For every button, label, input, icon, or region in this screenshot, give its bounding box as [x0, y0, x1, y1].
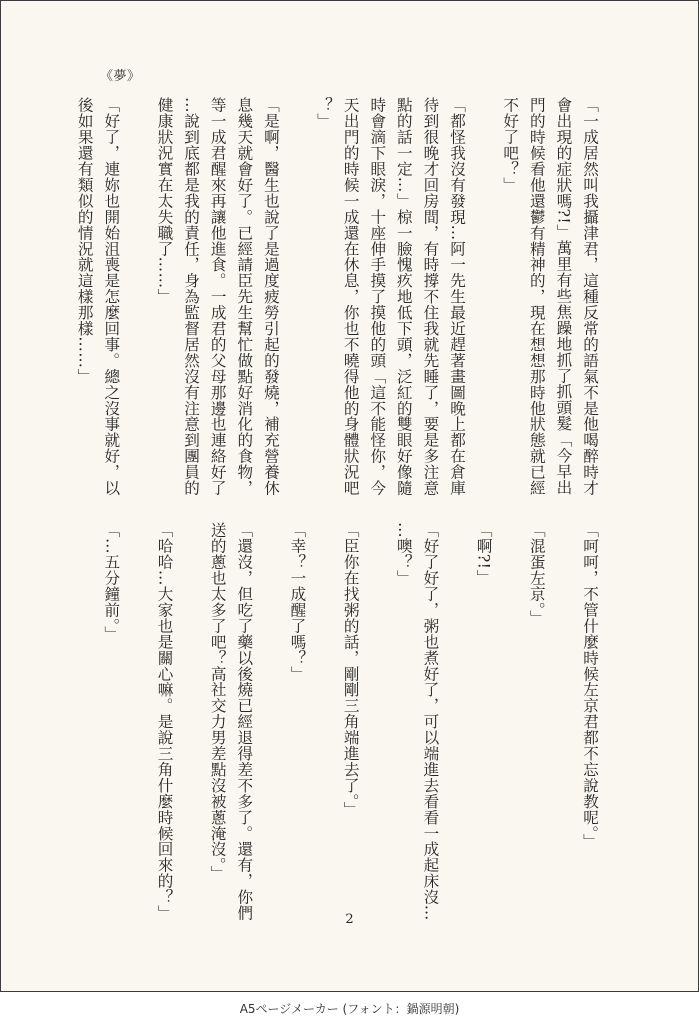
- blank-column: [470, 97, 497, 469]
- running-head: 《夢》: [100, 69, 141, 84]
- text-column: 會出現的症狀嗎?!」萬里有些焦躁地抓了抓頭髮「今早出: [554, 97, 573, 496]
- page-number: 2: [345, 912, 354, 927]
- text-column: …噢？」: [394, 522, 413, 586]
- blank-column: [178, 522, 205, 894]
- text-column: 後如果還有類似的情況就這樣那樣……」: [75, 97, 94, 385]
- text-column: 「還沒，但吃了藥以後燒已經退得差不多了。還有，你們: [235, 522, 254, 921]
- text-column: 「啊?!」: [474, 522, 493, 586]
- text-tier-upper: [75, 97, 603, 496]
- blank-column: [310, 522, 337, 894]
- text-column: 等一成君醒來再讓他進食。一成君的父母那邊也連絡好了: [208, 97, 227, 496]
- text-column: 點的話一定…」椋一臉愧疚地低下頭，泛紅的雙眼好像隨: [394, 97, 413, 496]
- blank-column: [443, 522, 470, 894]
- text-column: 「臣你在找粥的話，剛剛三角端進去了。」: [341, 522, 360, 818]
- text-column: 天出門的時候一成還在休息，你也不曉得他的身體狀況吧: [341, 97, 360, 496]
- text-column: 息幾天就會好了。已經請臣先生幫忙做點好消化的食物，: [235, 97, 254, 496]
- text-column: ？」: [315, 97, 334, 129]
- blank-column: [124, 97, 151, 469]
- text-column: 「好了好了，粥也煮好了，可以端進去看看一成起床沒…: [421, 522, 440, 921]
- text-column: 送的蔥也太多了吧？高社交力男差點沒被蔥淹沒。」: [208, 522, 227, 882]
- text-column: 「是啊，醫生也說了是過度疲勞引起的發燒，補充營養休: [261, 97, 280, 496]
- blank-column: [497, 522, 524, 894]
- text-column: 不好了吧？」: [501, 97, 520, 193]
- text-column: 待到很晚才回房間，有時撐不住我就先睡了，要是多注意: [421, 97, 440, 496]
- text-column: 「…五分鐘前。」: [102, 522, 121, 642]
- text-column: 「一成居然叫我攝津君，這種反常的語氣不是他喝醉時才: [581, 97, 599, 496]
- blank-column: [284, 97, 311, 469]
- blank-column: [364, 522, 391, 894]
- text-column: 「幸？一成醒了嗎？」: [288, 522, 307, 682]
- text-column: …說到底都是我的責任，身為監督居然沒有注意到團員的: [182, 97, 201, 496]
- blank-column: [124, 522, 151, 894]
- text-column: 「好了，連妳也開始沮喪是怎麼回事。總之沒事就好，以: [102, 97, 121, 496]
- text-column: 「混蛋左京。」: [527, 522, 546, 626]
- blank-column: [550, 522, 577, 894]
- blank-column: [257, 522, 284, 894]
- text-column: 「呵呵，不管什麼時候左京君都不忘說教呢。」: [581, 522, 599, 850]
- page-footer: A5ページメーカー (フォント：鍋源明朝): [239, 1002, 460, 1016]
- text-column: 「都怪我沒有發現…阿一先生最近趕著畫圖晚上都在倉庫: [448, 97, 467, 496]
- text-column: 健康狀況實在太失職了……」: [155, 97, 174, 305]
- text-tier-lower: [102, 522, 603, 921]
- text-column: 「哈哈…大家也是關心嘛。是說三角什麼時候回來的？」: [155, 522, 174, 921]
- text-column: 時會滴下眼淚，十座伸手摸了摸他的頭「這不能怪你，今: [368, 97, 387, 496]
- text-column: 門的時候看他還鬱有精神的，現在想想那時他狀態就已經: [527, 97, 546, 496]
